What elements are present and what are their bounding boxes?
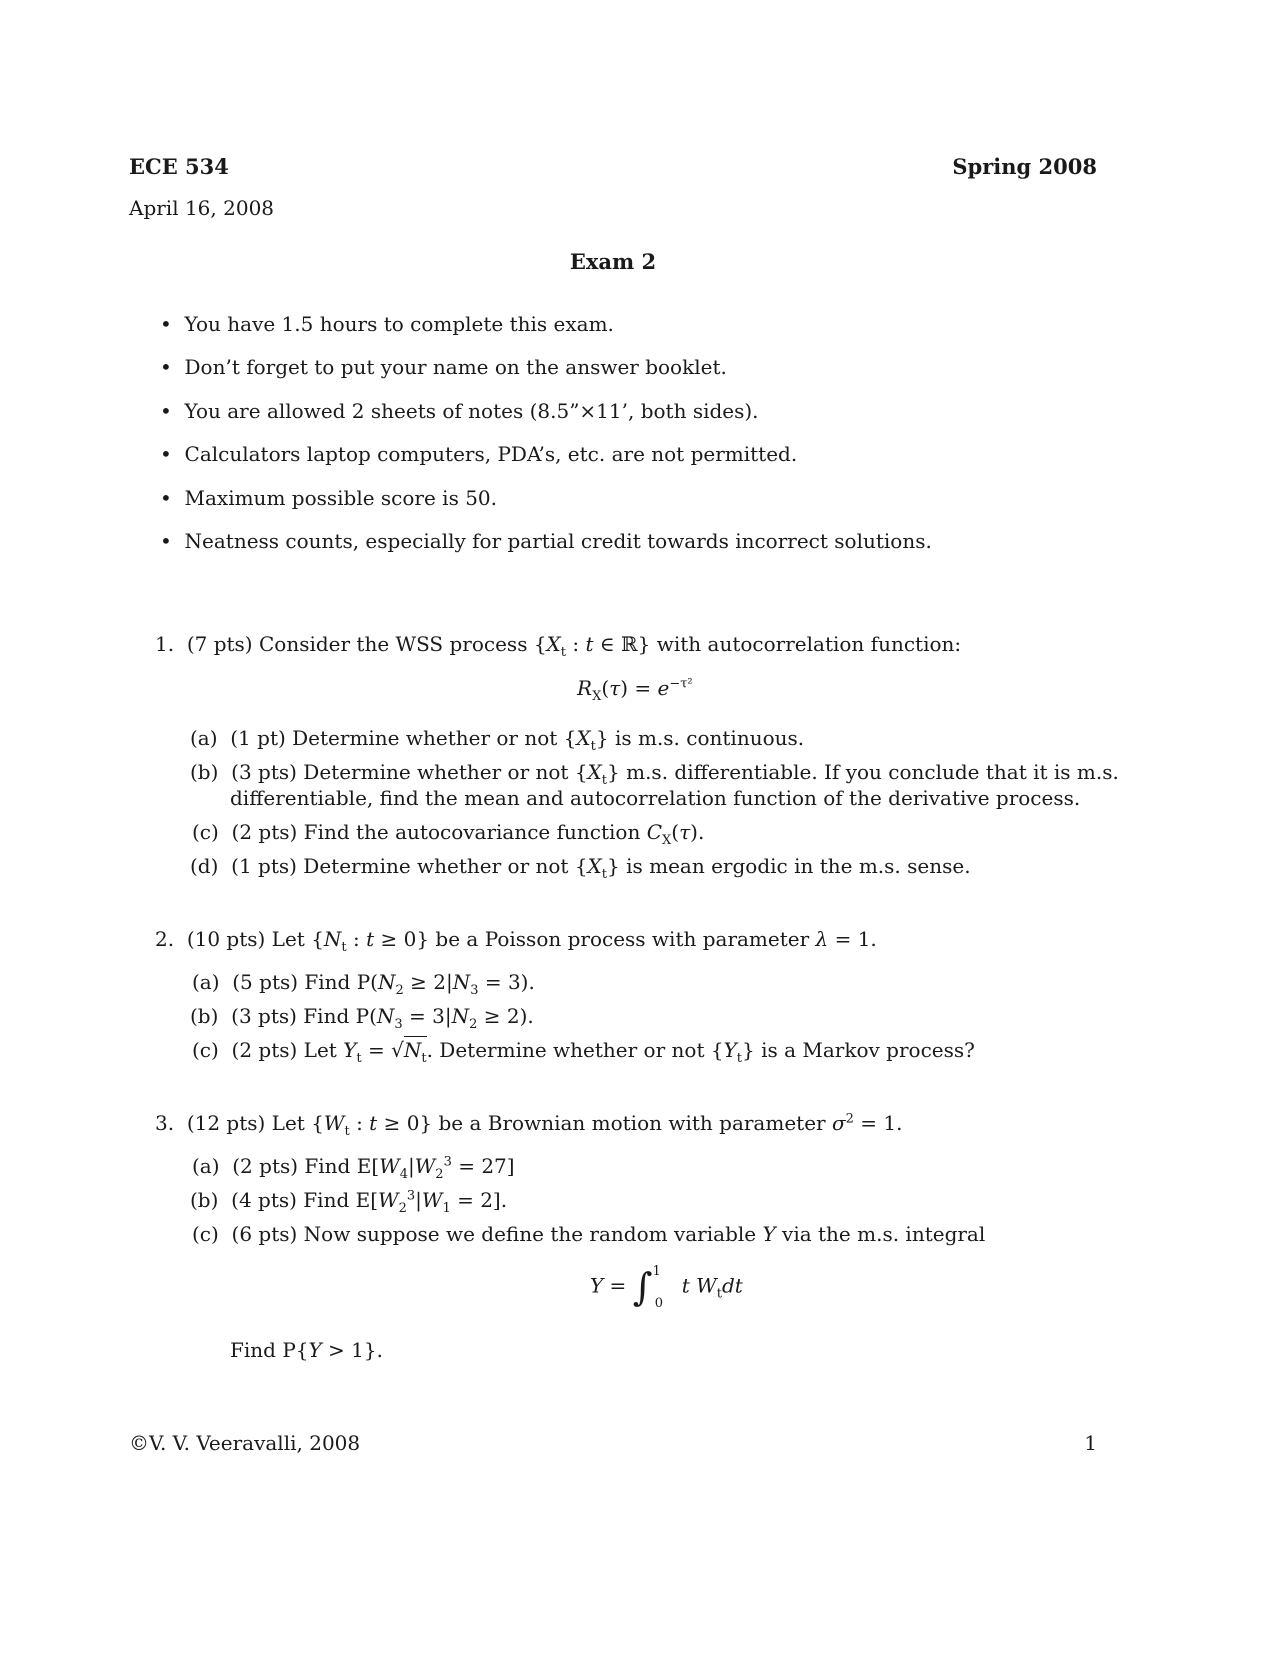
page-title: Exam 2 — [569, 249, 657, 274]
problem-1b-cont: differentiable, find the mean and autocorrelation function of the derivative process. — [230, 786, 1081, 810]
instruction-text: Calculators laptop computers, PDA’s, etc. are not permitted. — [184, 442, 798, 466]
instruction-text: Maximum possible score is 50. — [184, 486, 498, 510]
list-item: • Don’t forget to put your name on the answer booklet. — [160, 355, 727, 379]
instruction-text: You are allowed 2 sheets of notes (8.5”×11’, both sides). — [184, 399, 759, 423]
instruction-text: You have 1.5 hours to complete this exam. — [184, 312, 614, 336]
problem-2c: (c) (2 pts) Let $Y_t = √N_t$. Determine whether or not $\{Y_t\}$ is a Markov process? — [192, 1038, 975, 1066]
list-item: • Calculators laptop computers, PDA’s, etc. are not permitted. — [160, 442, 798, 466]
list-item: • You are allowed 2 sheets of notes (8.5”×11’, both sides). — [160, 399, 759, 423]
integral-formula: Y = ∫$^1_0$ t $W_tdt$ — [590, 1263, 743, 1311]
problem-1a: (a) (1 pt) Determine whether or not $\{X_t\}$ is m.s. continuous. — [190, 726, 805, 754]
problem-1b-label: (b) (3 pts) Determine whether or not $\{X_t\}$ m.s. differentiable. If you conclude that it is m.s. — [190, 760, 1119, 788]
instruction-text: Neatness counts, especially for partial credit towards incorrect solutions. — [184, 529, 932, 553]
problem-1-stem: 1. (7 pts) Consider the WSS process {$X_t$ : t ∈ ℝ} with autocorrelation function: — [155, 632, 962, 660]
course-code: ECE 534 — [129, 154, 229, 179]
page-number: 1 — [1084, 1431, 1097, 1455]
problem-3-stem: 3. (12 pts) Let {$W_t$ : t ≥ 0} be a Brownian motion with parameter $\sigma^2 = 1$. — [155, 1111, 903, 1139]
problem-3b: (b) (4 pts) Find $E[W_2^3|W_1 = 2]$. — [190, 1188, 508, 1216]
copyright: ©V. V. Veeravalli, 2008 — [129, 1431, 361, 1455]
term: Spring 2008 — [952, 154, 1097, 179]
problem-3c-find: Find P{Y > 1}. — [230, 1338, 383, 1362]
list-item: • Maximum possible score is 50. — [160, 486, 498, 510]
problem-1d: (d) (1 pts) Determine whether or not $\{X_t\}$ is mean ergodic in the m.s. sense. — [190, 854, 971, 882]
problem-2-stem: 2. (10 pts) Let {$N_t$ : t ≥ 0} be a Poisson process with parameter λ = 1. — [155, 927, 877, 955]
instruction-text: Don’t forget to put your name on the answer booklet. — [184, 355, 727, 379]
problem-3a: (a) (2 pts) Find $E[W_4|W_2^3 = 27]$ — [192, 1154, 515, 1182]
list-item: • You have 1.5 hours to complete this exam. — [160, 312, 614, 336]
autocorrelation-formula: $R_X(\tau) = e^{-\tau^2}$ — [577, 676, 693, 704]
problem-1c: (c) (2 pts) Find the autocovariance function $C_X(\tau)$. — [192, 820, 705, 848]
exam-date: April 16, 2008 — [129, 196, 275, 220]
problem-2a: (a) (5 pts) Find $P(N_2 \ge 2|N_3 = 3)$. — [192, 970, 535, 998]
problem-2b: (b) (3 pts) Find $P(N_3 = 3|N_2 \ge 2)$. — [190, 1004, 534, 1032]
list-item: • Neatness counts, especially for partial credit towards incorrect solutions. — [160, 529, 932, 553]
problem-3c: (c) (6 pts) Now suppose we define the random variable Y via the m.s. integral — [192, 1222, 986, 1246]
